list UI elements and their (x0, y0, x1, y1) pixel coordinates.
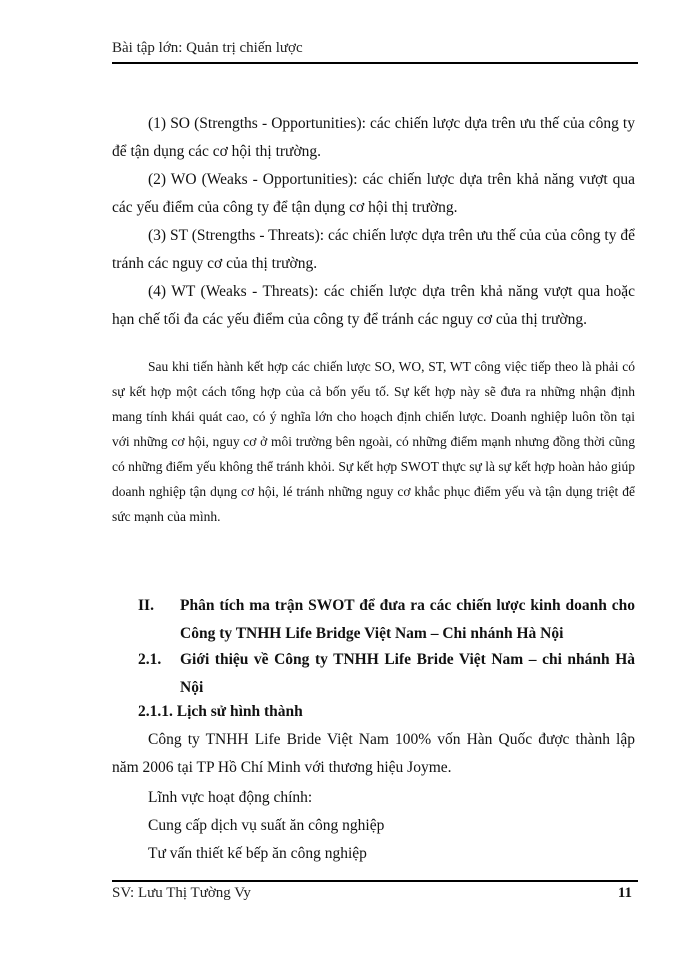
section-2-1-number: 2.1. (138, 651, 162, 668)
summary-paragraph: Sau khi tiến hành kết hợp các chiến lược SO, WO, ST, WT công việc tiếp theo là phải có sự kết hợp một cách tổng hợp của cả bốn yếu tố. Sự kết hợp này sẽ đưa ra những nhận định mang tính khái quát cao, có ý nghĩa lớn cho hoạch định chiến lược. Doanh nghiệp luôn tồn tại với những cơ hội, nguy cơ ở môi trường bên ngoài, có những điểm mạnh nhưng đồng thời cũng có những điểm yếu không thể tránh khỏi. Sự kết hợp SWOT thực sự là sự kết hợp hoàn hảo giúp doanh nghiệp tận dụng cơ hội, lé tránh những nguy cơ khắc phục điểm yếu và tận dụng triệt để sức mạnh của mình. (112, 359, 635, 524)
activities-label: Lĩnh vực hoạt động chính: (148, 789, 313, 806)
section-2-number: II. (138, 597, 154, 614)
section-2-title: Phân tích ma trận SWOT để đưa ra các chiến lược kinh doanh cho Công ty TNHH Life Bridge Việt Nam – Chi nhánh Hà Nội (180, 597, 635, 642)
footer-student: SV: Lưu Thị Tường Vy (112, 885, 251, 901)
page-number: 11 (617, 885, 632, 901)
strategy-so: (1) SO (Strengths - Opportunities): các chiến lược dựa trên ưu thế của công ty để tận dụng các cơ hội thị trường. (112, 115, 635, 160)
history-paragraph: Công ty TNHH Life Bride Việt Nam 100% vốn Hàn Quốc được thành lập năm 2006 tại TP Hồ Chí Minh với thương hiệu Joyme. (112, 731, 635, 776)
strategy-st: (3) ST (Strengths - Threats): các chiến lược dựa trên ưu thế của của công ty để tránh các nguy cơ của thị trường. (112, 227, 635, 272)
section-2-1-1-title: 2.1.1. Lịch sử hình thành (138, 703, 303, 720)
activity-item: Cung cấp dịch vụ suất ăn công nghiệp (148, 817, 385, 834)
strategy-wt: (4) WT (Weaks - Threats): các chiến lược dựa trên khả năng vượt qua hoặc hạn chế tối đa các yếu điểm của công ty để tránh các nguy cơ của thị trường. (112, 283, 635, 328)
activity-item: Tư vấn thiết kế bếp ăn công nghiệp (148, 845, 367, 862)
section-2-1-title: Giới thiệu về Công ty TNHH Life Bride Việt Nam – chi nhánh Hà Nội (180, 651, 635, 696)
page-header: Bài tập lớn: Quản trị chiến lược (112, 40, 303, 56)
header-rule (112, 62, 638, 64)
strategy-wo: (2) WO (Weaks - Opportunities): các chiến lược dựa trên khả năng vượt qua các yếu điểm của công ty để tận dụng cơ hội thị trường. (112, 171, 635, 216)
footer-rule (112, 880, 638, 882)
